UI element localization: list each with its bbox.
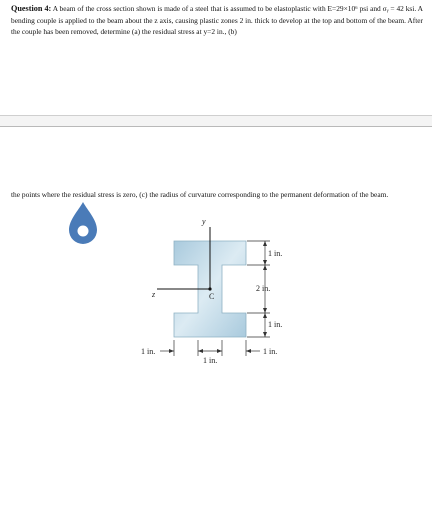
dim-right-label: 1 in. <box>263 347 278 356</box>
dim-top-label: 1 in. <box>268 249 283 258</box>
z-axis-label: z <box>152 290 156 299</box>
location-pin-icon[interactable] <box>69 202 97 244</box>
question-label: Question 4: <box>11 4 52 13</box>
question-text-part2: the points where the residual stress is zero, (c) the radius of curvature corresponding to the permanent deformation of the beam. <box>11 190 389 199</box>
dim-middle-label: 2 in. <box>256 284 271 293</box>
centroid-label: C <box>209 292 215 301</box>
question-text-part1: A beam of the cross section shown is made of a steel that is assumed to be elastoplastic with E=29×10⁶ psi and σᵧ = 42 ksi. A bending couple is applied to the beam about the z axis, causing plastic zones 2 in. thick to develop at the top and bottom of the beam. After the couple has been removed, determine (a) the residual stress at y=2 in., (b) <box>11 4 423 37</box>
dim-left-label: 1 in. <box>141 347 156 356</box>
horizontal-dimension-lines <box>160 340 260 356</box>
y-axis-label: y <box>202 217 206 226</box>
dim-center-label: 1 in. <box>203 356 218 365</box>
centroid-point <box>208 287 211 290</box>
dim-bottom-label: 1 in. <box>268 320 283 329</box>
